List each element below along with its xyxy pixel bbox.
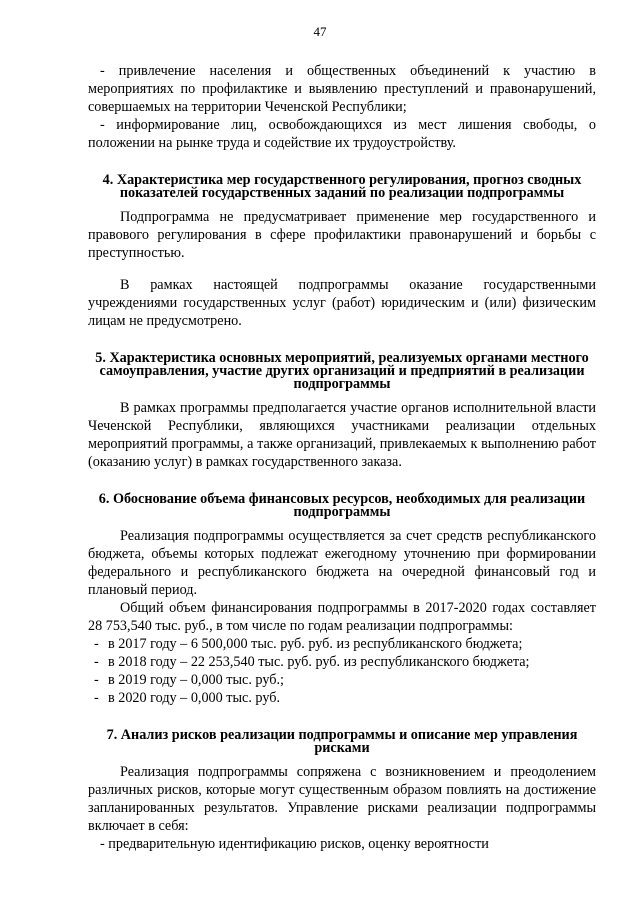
section-6-heading: 6. Обоснование объема финансовых ресурсов, необходимых для реализации подпрограммы: [98, 491, 586, 520]
section-6-paragraph: Реализация подпрограммы осуществляется за счет средств республиканского бюджета, объемы которых подлежат ежегодному уточнению при формировании федерального и республиканского бюджета на очередной финансовый год и плановый период.: [88, 528, 596, 598]
page-content: [88, 62, 596, 853]
section-5-paragraph: В рамках программы предполагается участие органов исполнительной власти Чеченской Республики, являющихся участниками реализации отдельных мероприятий программы, а также организаций, привлекаемых к выполнению работ (оказанию услуг) в рамках государственного заказа.: [88, 400, 596, 470]
section-6-paragraph: Общий объем финансирования подпрограммы в 2017-2020 годах составляет 28 753,540 тыс. руб., в том числе по годам реализации подпрограммы:: [88, 600, 596, 634]
funding-year-item: - в 2018 году – 22 253,540 тыс. руб. руб. из республиканского бюджета;: [94, 654, 530, 670]
funding-year-item: - в 2019 году – 0,000 тыс. руб.;: [94, 672, 284, 688]
section-5-heading: 5. Характеристика основных мероприятий, реализуемых органами местного самоуправления, участие других организаций и предприятий в реализации подпрограммы: [95, 350, 589, 392]
section-4-paragraph: Подпрограмма не предусматривает применение мер государственного и правового регулирования в сфере профилактики правонарушений и борьбы с преступностью.: [88, 209, 596, 261]
funding-year-item: - в 2020 году – 0,000 тыс. руб.: [94, 690, 280, 706]
funding-year-item: - в 2017 году – 6 500,000 тыс. руб. руб. из республиканского бюджета;: [94, 636, 523, 652]
bullet-item: - привлечение населения и общественных объединений к участию в мероприятиях по профилактике и выявлению преступлений и правонарушений, совершаемых на территории Чеченской Республики;: [88, 63, 596, 115]
page-number: 47: [313, 24, 327, 39]
section-7-paragraph: Реализация подпрограммы сопряжена с возникновением и преодолением различных рисков, которые могут существенным образом повлиять на достижение запланированных результатов. Управление рисками реализации подпрограммы включает в себя:: [88, 764, 596, 834]
section-7-heading: 7. Анализ рисков реализации подпрограммы и описание мер управления рисками: [106, 727, 578, 756]
section-4-paragraph: В рамках настоящей подпрограммы оказание государственными учреждениями государственных услуг (работ) юридическим и (или) физическим лицам не предусмотрено.: [88, 277, 596, 329]
bullet-item: - предварительную идентификацию рисков, оценку вероятности: [100, 836, 489, 852]
bullet-item: - информирование лиц, освобождающихся из мест лишения свободы, о положении на рынке труда и содействие их трудоустройству.: [88, 117, 596, 151]
section-4-heading: 4. Характеристика мер государственного регулирования, прогноз сводных показателей государственных заданий по реализации подпрограммы: [102, 172, 582, 201]
